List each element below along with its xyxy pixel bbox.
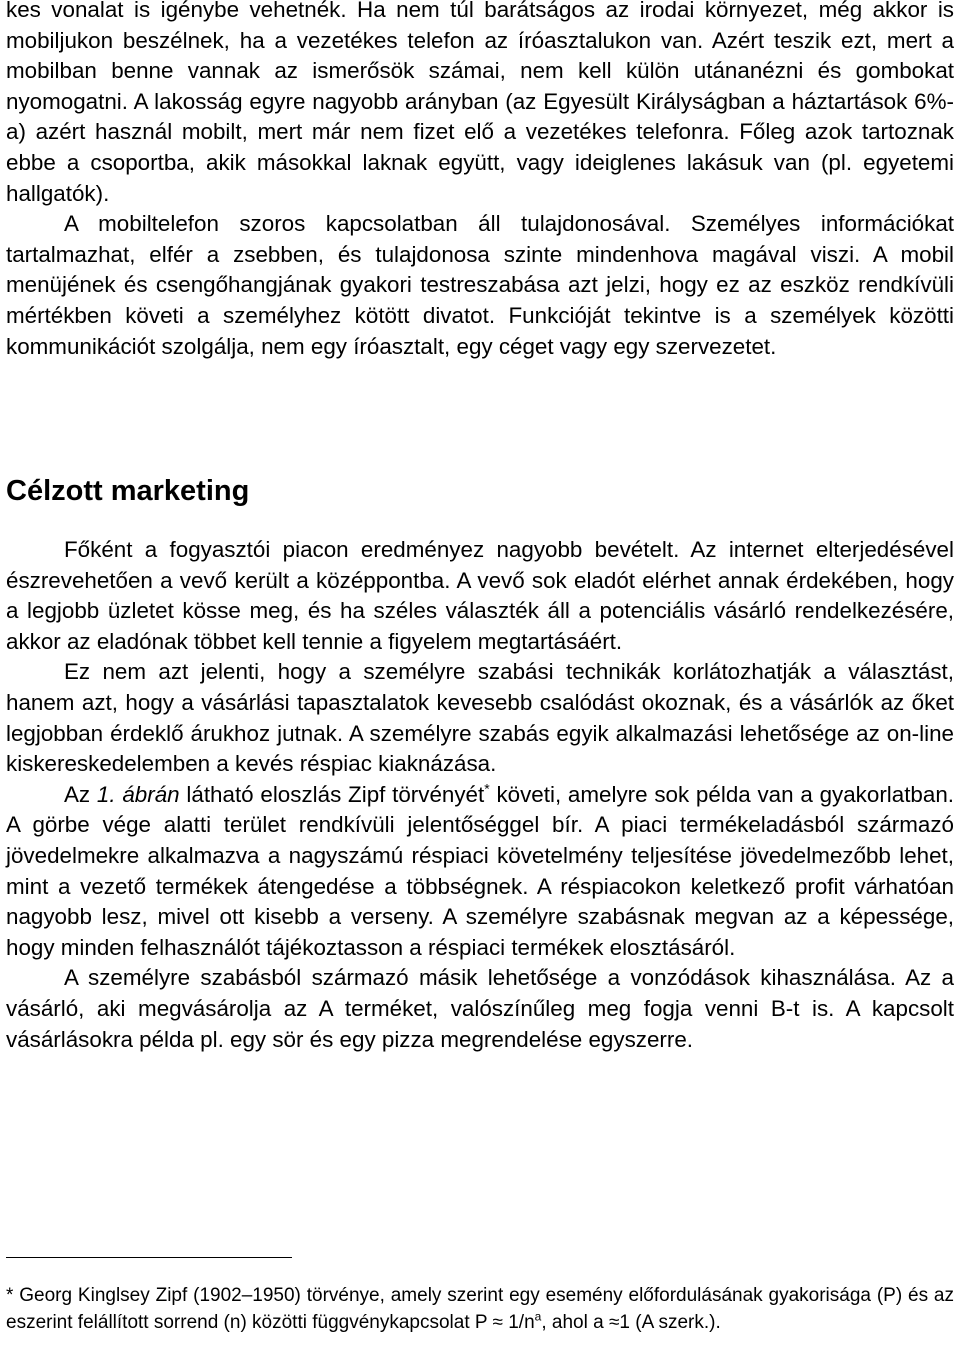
- approx-symbol-2: ≈: [608, 1312, 620, 1333]
- exponent: a: [534, 1309, 542, 1324]
- intro-paragraph-1: kes vonalat is igénybe vehetnék. Ha nem túl barátságos az irodai környezet, még akkor is mobiljukon beszélnek, ha a vezetékes telefon az íróasztalukon van. Azért teszik ezt, mert a mobilban benne vannak az ismerősök számai, nem kell külön utánanézni és gombokat nyomogatni. A lakosság egyre nagyobb arányban (az Egyesült Királyságban a háztartások 6%-a) azért használ mobilt, mert már nem fizet elő a vezetékes telefonra. Főleg azok tartoznak ebbe a csoportba, akik másokkal laknak együtt, vagy ideiglenes lakásuk van (pl. egyetemi hallgatók).: [6, 0, 954, 206]
- paragraph-3-zipf: látható eloszlás Zipf törvényét: [179, 781, 485, 807]
- document-page: [6, 0, 954, 1333]
- footnote-text-d: 1 (A szerk.).: [619, 1312, 721, 1333]
- intro-block: [6, 0, 954, 362]
- footnote-text-c: , ahol a: [541, 1312, 609, 1333]
- section-heading: Célzott marketing: [6, 475, 250, 507]
- paragraph-3-start: Az: [64, 781, 97, 807]
- paragraph-3-rest: követi, amelyre sok példa van a gyakorlatban. A görbe vége alatti terület rendkívüli jelentőséggel bír. A piaci termékeladásból származó jövedelmekre alkalmazva a nagyszámú réspiaci követelmény teljesítése jövedelmezőbb lehet, mint a vezető termékek átengedése a többségnek. A réspiacokon keletkező profit várhatóan nagyobb lesz, mivel ott kisebb a verseny. A személyre szabásnak megvan az a képessége, hogy minden felhasználót tájékoztasson a réspiaci termékek elosztásáról.: [6, 781, 954, 960]
- section-paragraph-3: [6, 780, 954, 964]
- figure-reference: 1. ábrán: [96, 781, 180, 807]
- footnote-divider: [6, 1257, 292, 1258]
- section-paragraph-2: Ez nem azt jelenti, hogy a személyre szabási technikák korlátozhatják a választást, hanem azt, hogy a vásárlási tapasztalatok kevesebb csalódást okoznak, és a vásárlók az őket legjobban érdeklő árukhoz jutnak. A személyre szabás egyik alkalmazási lehetősége az on-line kiskereskedelemben a kevés réspiac kiaknázása.: [6, 659, 954, 777]
- section-paragraph-1: Főként a fogyasztói piacon eredményez nagyobb bevételt. Az internet elterjedésével észrevehetően a vevő került a középpontba. A vevő sok eladót elérhet annak érdekében, hogy a legjobb üzletet kösse meg, és ha széles választék áll a potenciális vásárló rendelkezésére, akkor az eladónak többet kell tennie a figyelem megtartásáért.: [6, 537, 954, 654]
- section-body: [6, 535, 954, 1055]
- footnote: [6, 1282, 954, 1336]
- footnote-mark: *: [6, 1285, 14, 1306]
- section-paragraph-4: A személyre szabásból származó másik lehetősége a vonzódások kihasználása. Az a vásárló, aki megvásárolja az A terméket, valószínűleg meg fogja venni B-t is. A kapcsolt vásárlásokra példa pl. egy sör és egy pizza megrendelése egyszerre.: [6, 965, 954, 1052]
- footnote-text-b: 1/n: [502, 1312, 535, 1333]
- footnote-marker: *: [484, 780, 490, 797]
- approx-symbol: ≈: [492, 1312, 503, 1333]
- intro-paragraph-2: A mobiltelefon szoros kapcsolatban áll tulajdonosával. Személyes információkat tartalmazhat, elfér a zsebben, és tulajdonosa szinte mindenhova magával viszi. A mobil menüjének és csengőhangjának gyakori testreszabása azt jelzi, hogy ez az eszköz rendkívüli mértékben követi a személyhez kötött divatot. Funkcióját tekintve is a személyek közötti kommunikációt szolgálja, nem egy íróasztalt, egy céget vagy egy szervezetet.: [6, 211, 954, 359]
- footnote-text-a: Georg Kinglsey Zipf (1902–1950) törvénye, amely szerint egy esemény előfordulásának gyakorisága (P) és az eszerint felállított sorrend (n) közötti függvénykapcsolat P: [6, 1285, 954, 1333]
